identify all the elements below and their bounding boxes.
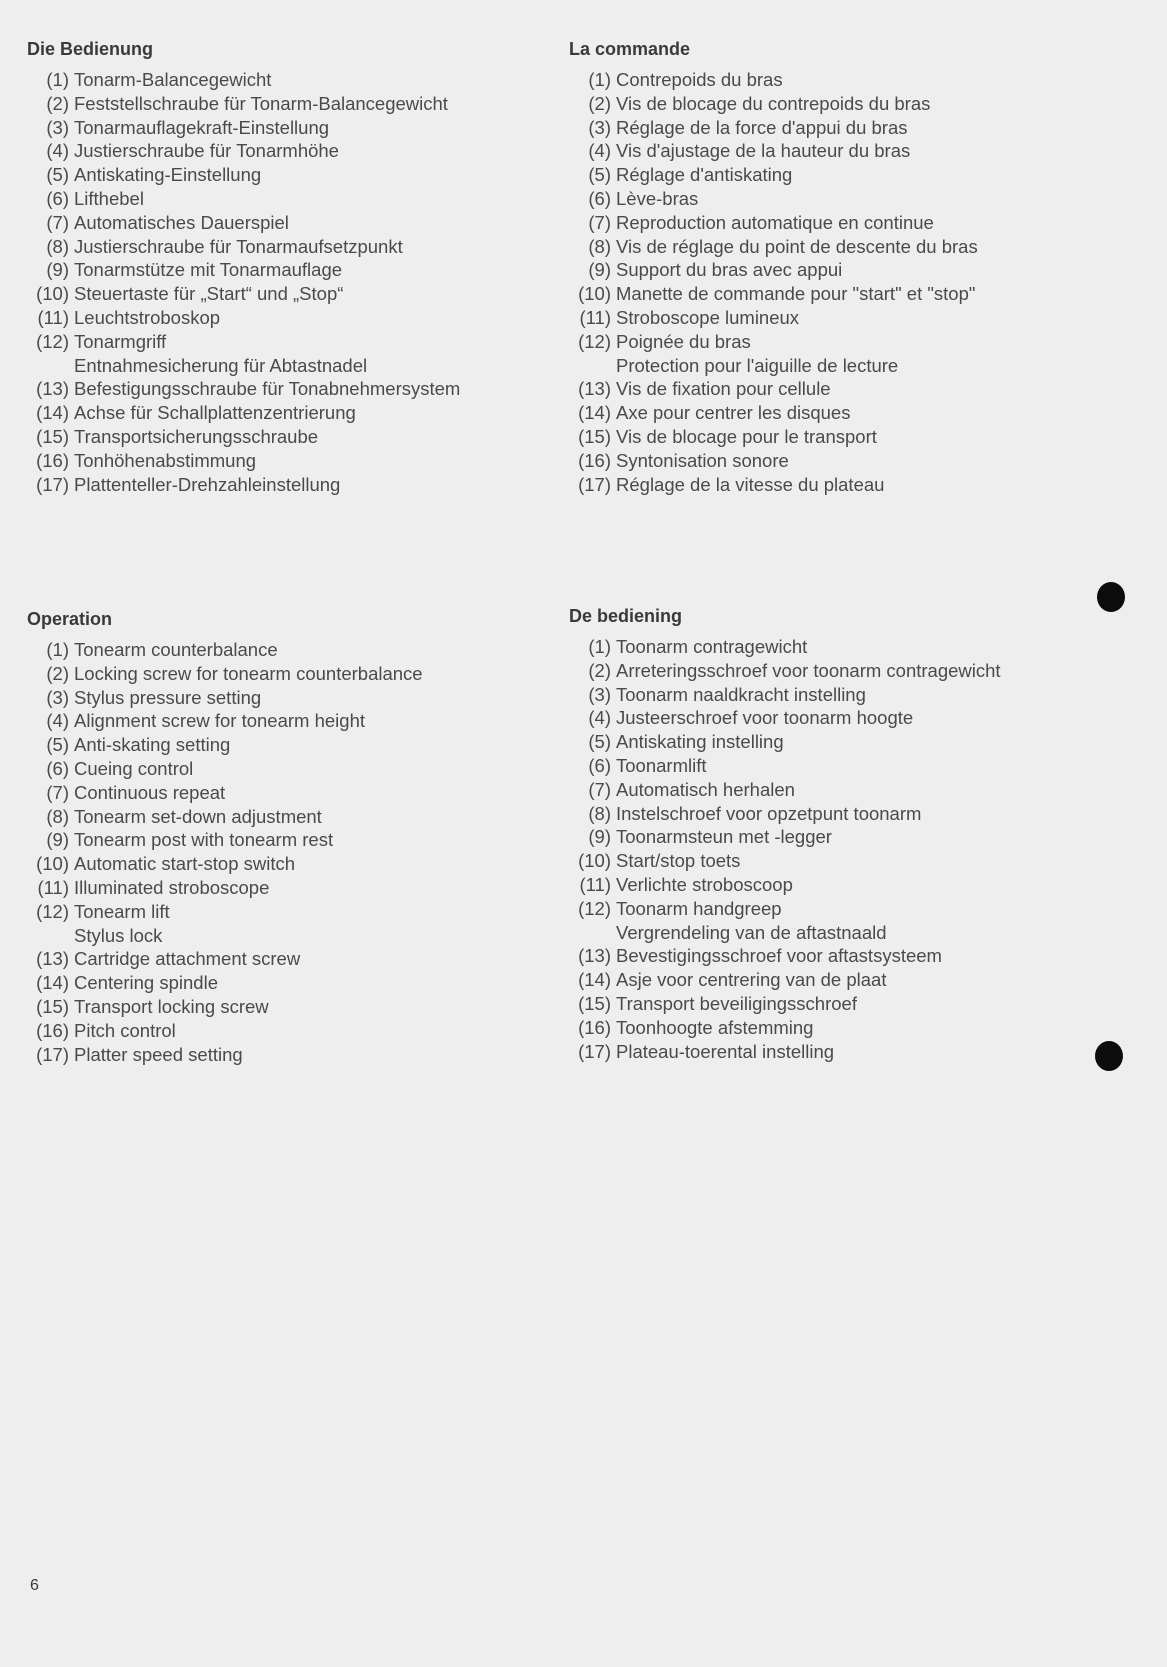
item-label: Bevestigingsschroef voor aftastsysteem <box>616 945 942 967</box>
list-item <box>569 473 1089 497</box>
item-number: (12) <box>578 897 611 919</box>
item-label: Réglage de la vitesse du plateau <box>616 473 885 495</box>
list-item <box>569 330 1089 354</box>
item-number: (10) <box>36 853 69 875</box>
item-label: Justeerschroef voor toonarm hoogte <box>616 707 914 729</box>
section-french <box>569 38 1089 496</box>
item-number: (14) <box>36 402 69 424</box>
item-label: Vis de blocage du contrepoids du bras <box>616 92 931 114</box>
item-label: Plattenteller-Drehzahleinstellung <box>74 473 341 495</box>
item-label: Steuertaste für „Start“ und „Stop“ <box>74 283 344 305</box>
item-label: Instelschroef voor opzetpunt toonarm <box>616 802 922 824</box>
item-sublabel: Vergrendeling van de aftastnaald <box>616 921 887 943</box>
item-number: (16) <box>578 1016 611 1038</box>
item-label: Vis d'ajustage de la hauteur du bras <box>616 140 911 162</box>
list-item <box>569 449 1089 473</box>
item-number: (6) <box>46 757 69 779</box>
item-number: (15) <box>578 992 611 1014</box>
list-item <box>27 258 547 282</box>
item-label: Toonhoogte afstemming <box>616 1016 814 1038</box>
list-item <box>27 377 547 401</box>
item-number: (1) <box>46 69 69 90</box>
item-number: (4) <box>588 140 611 162</box>
item-number: (14) <box>578 969 611 991</box>
item-label: Toonarmsteun met -legger <box>616 826 832 848</box>
list-item <box>27 709 547 733</box>
item-number: (11) <box>579 873 611 895</box>
list-item <box>27 638 547 662</box>
list-item <box>569 401 1089 425</box>
list-item <box>569 139 1089 163</box>
list-item <box>27 971 547 995</box>
list-item <box>27 330 547 354</box>
item-label: Centering spindle <box>74 972 218 994</box>
item-number: (8) <box>46 805 69 827</box>
item-number: (2) <box>588 92 611 114</box>
item-label: Manette de commande pour "start" et "stop" <box>616 283 976 305</box>
item-number: (1) <box>588 69 611 90</box>
section-dutch <box>569 605 1089 1063</box>
item-number: (17) <box>36 1043 69 1065</box>
item-number: (5) <box>46 734 69 756</box>
item-label: Support du bras avec appui <box>616 259 843 281</box>
list-item <box>569 1016 1089 1040</box>
list-item <box>569 635 1089 659</box>
list-item <box>27 805 547 829</box>
item-number: (3) <box>588 116 611 138</box>
item-label: Vis de fixation pour cellule <box>616 378 831 400</box>
item-label: Vis de réglage du point de descente du bras <box>616 235 978 257</box>
item-number: (8) <box>588 235 611 257</box>
item-number: (10) <box>578 283 611 305</box>
list-item <box>569 778 1089 802</box>
list-item <box>27 92 547 116</box>
item-number: (14) <box>36 972 69 994</box>
item-number: (1) <box>588 636 611 657</box>
item-label: Stylus pressure setting <box>74 686 262 708</box>
item-number: (11) <box>37 876 69 898</box>
item-number: (7) <box>588 778 611 800</box>
list-item <box>569 968 1089 992</box>
item-list <box>569 635 1089 1063</box>
item-number: (10) <box>578 850 611 872</box>
item-list <box>569 68 1089 496</box>
item-number: (14) <box>578 402 611 424</box>
item-label: Achse für Schallplattenzentrierung <box>74 402 356 424</box>
list-item <box>27 781 547 805</box>
item-number: (2) <box>46 662 69 684</box>
list-item <box>569 706 1089 730</box>
item-label: Lifthebel <box>74 187 144 209</box>
list-item <box>569 944 1089 968</box>
item-number: (2) <box>588 659 611 681</box>
item-label: Automatisch herhalen <box>616 778 795 800</box>
list-item <box>569 683 1089 707</box>
item-label: Réglage d'antiskating <box>616 164 793 186</box>
item-number: (7) <box>46 211 69 233</box>
item-label: Feststellschraube für Tonarm-Balancegewicht <box>74 92 448 114</box>
list-item <box>569 1040 1089 1064</box>
item-label: Toonarm contragewicht <box>616 636 808 657</box>
list-item <box>27 425 547 449</box>
item-label: Asje voor centrering van de plaat <box>616 969 887 991</box>
list-item <box>569 825 1089 849</box>
item-number: (9) <box>46 829 69 851</box>
item-label: Tonhöhenabstimmung <box>74 449 257 471</box>
item-label: Antiskating instelling <box>616 731 784 753</box>
list-item <box>569 163 1089 187</box>
item-number: (16) <box>578 449 611 471</box>
item-number: (17) <box>578 1040 611 1062</box>
item-number: (11) <box>37 306 69 328</box>
section-title: La commande <box>569 39 691 59</box>
list-item <box>569 306 1089 330</box>
item-number: (9) <box>46 259 69 281</box>
item-number: (11) <box>579 306 611 328</box>
item-label: Start/stop toets <box>616 850 741 872</box>
list-item <box>27 995 547 1019</box>
item-number: (9) <box>588 259 611 281</box>
list-item <box>27 947 547 971</box>
item-label: Transport locking screw <box>74 995 269 1017</box>
item-number: (3) <box>46 116 69 138</box>
punch-hole-bottom <box>1095 1041 1123 1071</box>
item-number: (6) <box>588 754 611 776</box>
list-item <box>569 730 1089 754</box>
item-number: (13) <box>578 378 611 400</box>
item-label: Tonearm set-down adjustment <box>74 805 322 827</box>
item-number: (17) <box>36 473 69 495</box>
list-item <box>27 306 547 330</box>
item-label: Tonarm-Balancegewicht <box>74 69 272 90</box>
item-number: (13) <box>36 378 69 400</box>
list-item <box>569 187 1089 211</box>
page-number: 6 <box>30 1577 39 1594</box>
item-number: (5) <box>588 164 611 186</box>
item-number: (3) <box>46 686 69 708</box>
item-number: (16) <box>36 449 69 471</box>
list-item <box>27 139 547 163</box>
list-item <box>27 163 547 187</box>
item-label: Antiskating-Einstellung <box>74 164 262 186</box>
item-label: Réglage de la force d'appui du bras <box>616 116 908 138</box>
list-item <box>27 211 547 235</box>
list-item <box>27 733 547 757</box>
list-item <box>27 401 547 425</box>
item-sublabel: Entnahmesicherung für Abtastnadel <box>74 354 368 376</box>
item-label: Plateau-toerental instelling <box>616 1040 835 1062</box>
list-item <box>569 873 1089 897</box>
item-label: Tonarmauflagekraft-Einstellung <box>74 116 330 138</box>
list-item <box>27 876 547 900</box>
list-item <box>569 754 1089 778</box>
list-item <box>27 282 547 306</box>
list-item <box>569 211 1089 235</box>
item-label: Transportsicherungsschraube <box>74 425 319 447</box>
item-number: (12) <box>36 330 69 352</box>
item-number: (12) <box>36 900 69 922</box>
item-label: Locking screw for tonearm counterbalance <box>74 662 423 684</box>
item-number: (16) <box>36 1019 69 1041</box>
item-label: Justierschraube für Tonarmaufsetzpunkt <box>74 235 403 257</box>
item-label: Syntonisation sonore <box>616 449 789 471</box>
item-label: Poignée du bras <box>616 330 751 352</box>
item-number: (4) <box>588 707 611 729</box>
section-title: Die Bedienung <box>27 39 154 59</box>
list-item <box>569 92 1089 116</box>
item-label: Leuchtstroboskop <box>74 306 221 328</box>
item-number: (8) <box>588 802 611 824</box>
item-label: Platter speed setting <box>74 1043 243 1065</box>
item-number: (10) <box>36 283 69 305</box>
item-number: (6) <box>46 187 69 209</box>
item-label: Contrepoids du bras <box>616 69 783 90</box>
list-item <box>569 659 1089 683</box>
item-label: Toonarmlift <box>616 754 707 776</box>
item-label: Toonarm handgreep <box>616 897 782 919</box>
list-item <box>569 849 1089 873</box>
punch-hole-top <box>1097 582 1125 612</box>
item-number: (13) <box>36 948 69 970</box>
item-number: (3) <box>588 683 611 705</box>
item-label: Automatic start-stop switch <box>74 853 296 875</box>
list-item <box>27 686 547 710</box>
item-number: (2) <box>46 92 69 114</box>
item-label: Stroboscope lumineux <box>616 306 800 328</box>
item-sublabel: Protection pour l'aiguille de lecture <box>616 354 899 376</box>
section-english <box>27 608 547 1066</box>
item-label: Verlichte stroboscoop <box>616 873 793 895</box>
item-label: Tonarmstütze mit Tonarmauflage <box>74 259 343 281</box>
item-label: Illuminated stroboscope <box>74 876 270 898</box>
item-number: (9) <box>588 826 611 848</box>
list-item <box>27 235 547 259</box>
item-list <box>27 68 547 496</box>
list-item <box>569 377 1089 401</box>
item-label: Anti-skating setting <box>74 734 231 756</box>
section-title: De bediening <box>569 606 683 626</box>
list-item <box>569 802 1089 826</box>
list-item <box>569 68 1089 92</box>
list-item <box>569 116 1089 140</box>
item-number: (4) <box>46 710 69 732</box>
item-label: Tonearm counterbalance <box>74 639 278 660</box>
item-label: Reproduction automatique en continue <box>616 211 934 233</box>
list-item <box>569 992 1089 1016</box>
item-number: (17) <box>578 473 611 495</box>
item-label: Continuous repeat <box>74 781 226 803</box>
list-item <box>27 828 547 852</box>
item-label: Befestigungsschraube für Tonabnehmersystem <box>74 378 461 400</box>
item-number: (7) <box>46 781 69 803</box>
item-number: (6) <box>588 187 611 209</box>
list-item <box>27 852 547 876</box>
list-item <box>27 68 547 92</box>
item-label: Tonearm post with tonearm rest <box>74 829 334 851</box>
list-item <box>27 473 547 497</box>
list-item <box>569 282 1089 306</box>
item-number: (13) <box>578 945 611 967</box>
item-label: Vis de blocage pour le transport <box>616 425 877 447</box>
item-number: (1) <box>46 639 69 660</box>
list-item <box>27 116 547 140</box>
item-label: Lève-bras <box>616 187 699 209</box>
item-number: (4) <box>46 140 69 162</box>
list-item <box>27 449 547 473</box>
list-item <box>569 425 1089 449</box>
item-label: Transport beveiligingsschroef <box>616 992 857 1014</box>
item-label: Axe pour centrer les disques <box>616 402 851 424</box>
item-label: Toonarm naaldkracht instelling <box>616 683 866 705</box>
item-label: Pitch control <box>74 1019 176 1041</box>
list-item <box>569 258 1089 282</box>
section-german <box>27 38 547 496</box>
section-title: Operation <box>27 609 113 629</box>
list-item <box>569 235 1089 259</box>
item-number: (7) <box>588 211 611 233</box>
list-item <box>27 187 547 211</box>
item-number: (15) <box>36 995 69 1017</box>
item-label: Tonearm lift <box>74 900 170 922</box>
item-number: (15) <box>578 425 611 447</box>
list-item <box>27 900 547 924</box>
item-label: Tonarmgriff <box>74 330 167 352</box>
item-number: (12) <box>578 330 611 352</box>
item-list <box>27 638 547 1066</box>
item-label: Arreteringsschroef voor toonarm contragewicht <box>616 659 1001 681</box>
item-label: Alignment screw for tonearm height <box>74 710 365 732</box>
item-number: (15) <box>36 425 69 447</box>
list-item <box>27 662 547 686</box>
item-label: Justierschraube für Tonarmhöhe <box>74 140 339 162</box>
item-label: Cartridge attachment screw <box>74 948 301 970</box>
list-item <box>27 757 547 781</box>
item-number: (5) <box>588 731 611 753</box>
list-item <box>27 1019 547 1043</box>
item-number: (5) <box>46 164 69 186</box>
list-item <box>569 897 1089 921</box>
item-label: Cueing control <box>74 757 194 779</box>
list-item <box>27 1043 547 1067</box>
item-sublabel: Stylus lock <box>74 924 163 946</box>
item-label: Automatisches Dauerspiel <box>74 211 289 233</box>
item-number: (8) <box>46 235 69 257</box>
